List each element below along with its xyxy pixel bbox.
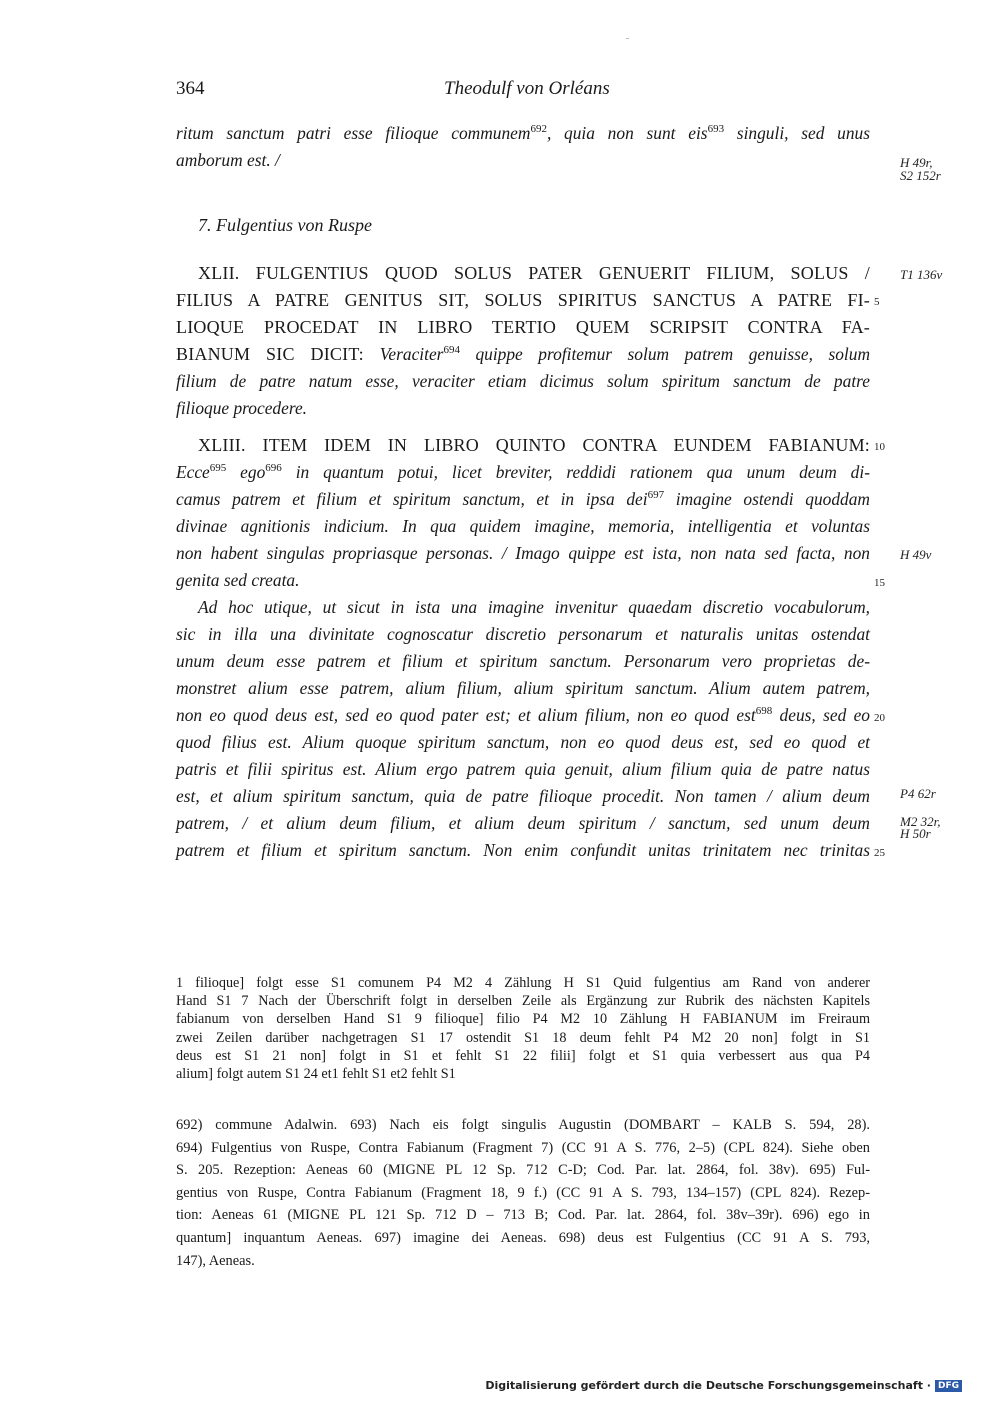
apparatus-line: zwei Zeilen darüber nachgetragen S1 17 ostendit S1 18 deum fehlt P4 M2 20 non] folgt in S1: [176, 1029, 870, 1046]
margin-ref: H 50r: [900, 826, 931, 841]
margin-ref: S2 152r: [900, 168, 941, 183]
line-number: 25: [874, 847, 885, 859]
apparatus-line: 1 filioque] folgt esse S1 comunem P4 M2 4 Zählung H S1 Quid fulgentius am Rand von anderer: [176, 975, 870, 991]
text-line: non habent singulas propriasque personas. / Imago quippe est ista, non nata sed facta, non: [176, 543, 870, 563]
digitization-footer: [485, 1379, 962, 1392]
text-line: patrem, / et alium deum filium, et alium deum spiritum / sanctum, sed unum deum: [176, 813, 870, 833]
margin-ref: H 49v: [900, 547, 932, 562]
text-line: camus patrem et filium et spiritum sanctum, et in ipsa dei$^{697}$ imagine ostendi quoddam: [176, 489, 870, 509]
note-line: 694) Fulgentius von Ruspe, Contra Fabianum (Fragment 7) (CC 91 A S. 776, 2–5) (CPL 824). Siehe oben: [176, 1139, 870, 1156]
apparatus-line: alium] folgt autem S1 24 et1 fehlt S1 et2 fehlt S1: [176, 1065, 456, 1082]
text-line: patrem et filium et spiritum sanctum. Non enim confundit unitas trinitatem nec trinitas: [176, 840, 870, 860]
margin-ref: P4 62r: [900, 786, 936, 801]
line-number: 5: [874, 296, 880, 308]
text-line: Ad hoc utique, ut sicut in ista una imagine invenitur quaedam discretio vocabulorum,: [198, 597, 870, 617]
text-line: monstret alium esse patrem, alium filium, alium spiritum sanctum. Alium autem patrem,: [176, 678, 870, 698]
note-line: tion: Aeneas 61 (MIGNE PL 121 Sp. 712 D – 713 B; Cod. Par. lat. 2864, fol. 38v–39r). 696) ego in: [176, 1207, 870, 1224]
line-number: 20: [874, 712, 885, 724]
line-number: 15: [874, 577, 885, 589]
critical-apparatus: [176, 974, 870, 1083]
line-number: 10: [874, 441, 885, 453]
section-heading: 7. Fulgentius von Ruspe: [198, 215, 372, 235]
text-line: BIANUM SIC DICIT: Veraciter$^{694}$ quippe profitemur solum patrem genuisse, solum: [176, 344, 870, 364]
text-line: LIOQUE PROCEDAT IN LIBRO TERTIO QUEM SCRIPSIT CONTRA FA-: [176, 317, 870, 337]
text-line: unum deum esse patrem et filium et spiritum sanctum. Personarum vero proprietas de-: [176, 651, 870, 671]
note-line: gentius von Ruspe, Contra Fabianum (Fragment 18, 9 f.) (CC 91 A S. 793, 134–157) (CPL 824). Rezep-: [176, 1184, 870, 1201]
text-line: XLII. FULGENTIUS QUOD SOLUS PATER GENUERIT FILIUM, SOLUS /: [198, 263, 870, 283]
text-line: genita sed creata.: [176, 570, 300, 590]
margin-ref: T1 136v: [900, 267, 943, 282]
text-line: filioque procedere.: [176, 398, 308, 418]
apparatus-line: deus est S1 21 non] folgt in S1 et fehlt S1 22 filii] folgt et S1 quia verbessert aus qua P4: [176, 1047, 870, 1064]
margin-ref: M2 32r,: [900, 814, 941, 829]
text-line: est, et alium spiritum sanctum, quia de patre filioque procedit. Non tamen / alium deum: [176, 786, 870, 806]
note-line: 147), Aeneas.: [176, 1252, 255, 1269]
text-line: patris et filii spiritus est. Alium ergo patrem quia genuit, alium filium quia de patre natus: [176, 759, 870, 779]
dfg-logo: DFG: [935, 1380, 962, 1392]
text-line: filium de patre natum esse, veraciter etiam dicimus solum spiritum sanctum de patre: [176, 371, 870, 391]
margin-ref: H 49r,: [900, 155, 933, 170]
source-notes: [176, 1114, 870, 1272]
footer-text: Digitalisierung gefördert durch die Deutsche Forschungsgemeinschaft ·: [485, 1379, 931, 1392]
apparatus-line: fabianum von derselben Hand S1 9 filioque] filio P4 M2 10 Zählung H FABIANUM im Freiraum: [176, 1011, 870, 1028]
note-line: S. 205. Rezeption: Aeneas 60 (MIGNE PL 12 Sp. 712 C-D; Cod. Par. lat. 2864, fol. 38v). 695) Ful-: [176, 1162, 870, 1179]
text-line: non eo quod deus est, sed eo quod pater est; et alium filium, non eo quod est$^{698}$ deus, sed eo: [176, 705, 870, 725]
note-line: 692) commune Adalwin. 693) Nach eis folgt singulis Augustin (DOMBART – KALB S. 594, 28).: [176, 1117, 870, 1133]
running-title: Theodulf von Orléans: [444, 78, 610, 99]
scan-speck: [626, 38, 629, 39]
text-line: quod filius est. Alium quoque spiritum sanctum, non eo quod deus est, sed eo quod et: [176, 732, 870, 752]
apparatus-line: Hand S1 7 Nach der Überschrift folgt in derselben Zeile als Ergänzung zur Rubrik des nächsten Kapitels: [176, 993, 870, 1010]
text-line: FILIUS A PATRE GENITUS SIT, SOLUS SPIRITUS SANCTUS A PATRE FI-: [176, 290, 870, 310]
text-line: Ecce$^{695}$ ego$^{696}$ in quantum potui, licet breviter, reddidi rationem qua unum deum di-: [176, 462, 870, 482]
text-line: XLIII. ITEM IDEM IN LIBRO QUINTO CONTRA EUNDEM FABIANUM:: [198, 435, 870, 455]
page-number: 364: [176, 78, 205, 99]
text-line: sic in illa una divinitate cognoscatur discretio personarum et naturalis unitas ostendat: [176, 624, 870, 644]
note-line: quantum] inquantum Aeneas. 697) imagine dei Aeneas. 698) deus est Fulgentius (CC 91 A S. 793,: [176, 1229, 870, 1246]
text-line: ritum sanctum patri esse filioque communem$^{692}$, quia non sunt eis$^{693}$ singuli, sed unus: [176, 123, 870, 143]
text-line: amborum est. /: [176, 150, 280, 170]
text-line: divinae agnitionis indicium. In qua quidem imagine, memoria, intelligentia et voluntas: [176, 516, 870, 536]
